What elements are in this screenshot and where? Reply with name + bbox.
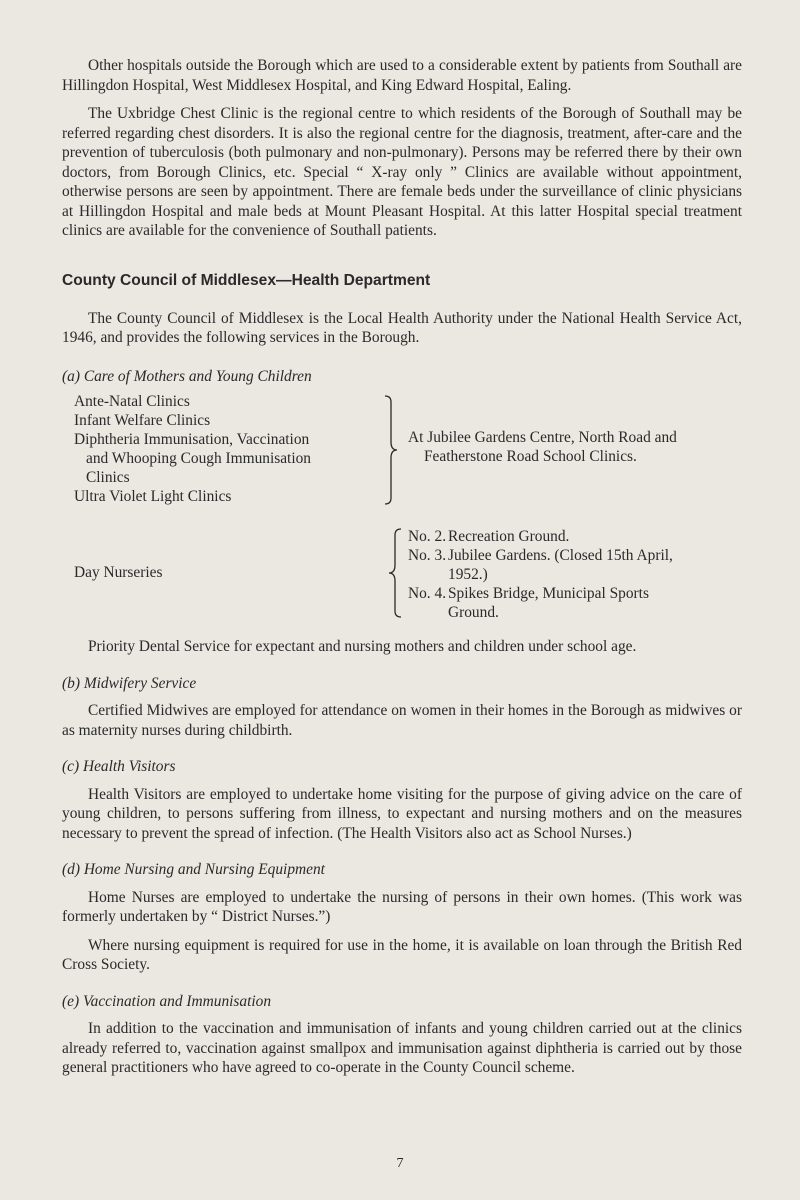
subhead-b — [62, 674, 742, 694]
section-intro: The County Council of Middlesex is the Local Health Authority under the National Health Service Act, 1946, and provides the following services in the Borough. — [62, 309, 742, 346]
left-brace-icon — [384, 527, 404, 619]
subhead-c-letter: (c) — [62, 758, 80, 775]
page-number: 7 — [396, 1156, 404, 1171]
nursery-item — [408, 584, 746, 622]
paragraph-midwifery: Certified Midwives are employed for attendance on women in their homes in the Borough as midwives or as maternity nurses during childbirth. — [62, 702, 742, 739]
subhead-d-title: Home Nursing and Nursing Equipment — [83, 861, 325, 878]
nursery-number: No. 3. — [408, 547, 447, 564]
list-item: Clinics — [86, 469, 130, 486]
right-brace-icon — [382, 394, 402, 506]
subhead-a-letter: (a) — [62, 367, 80, 385]
nursery-line: Recreation Ground. — [448, 528, 570, 545]
day-nurseries-list — [408, 527, 746, 622]
subhead-c-title: Health Visitors — [82, 758, 176, 775]
nursery-location — [448, 546, 746, 584]
list-item: Infant Welfare Clinics — [74, 412, 211, 429]
clinics-location — [408, 428, 748, 466]
location-line: Featherstone Road School Clinics. — [424, 448, 637, 465]
list-item: Ultra Violet Light Clinics — [74, 488, 232, 505]
list-item: Ante-Natal Clinics — [74, 393, 190, 410]
subhead-c — [62, 757, 742, 777]
nursery-line: Spikes Bridge, Municipal Sports — [448, 585, 649, 602]
paragraph-other-hospitals: Other hospitals outside the Borough which are used to a considerable extent by patients from Southall are Hillingdon Hospital, West Middlesex Hospital, and King Edward Hospital, Ealing. — [62, 57, 742, 94]
section-heading: County Council of Middlesex—Health Department — [62, 271, 431, 289]
paragraph-dental: Priority Dental Service for expectant and nursing mothers and children under school age. — [88, 638, 637, 655]
paragraph-home-nursing: Home Nurses are employed to undertake the nursing of persons in their own homes. (This work was formerly undertaken by “ District Nurses.”) — [62, 888, 742, 925]
nursery-location — [448, 584, 746, 622]
nursery-number: No. 2. — [408, 528, 447, 545]
paragraph-nursing-equipment: Where nursing equipment is required for use in the home, it is available on loan through the British Red Cross Society. — [62, 936, 742, 973]
subhead-b-letter: (b) — [62, 674, 80, 692]
nursery-number: No. 4. — [408, 585, 447, 602]
subhead-a-title: Care of Mothers and Young Children — [83, 367, 312, 385]
nursery-item — [408, 546, 746, 584]
paragraph-vaccination: In addition to the vaccination and immunisation of infants and young children carried out at the clinics already referred to, vaccination against smallpox and immunisation against diphtheria is carried out by those general practitioners who have agreed to co-operate in the County Council scheme. — [62, 1020, 742, 1076]
paragraph-chest-clinic: The Uxbridge Chest Clinic is the regional centre to which residents of the Borough of Southall may be referred regarding chest disorders. It is also the regional centre for the diagnosis, treatment, after-care and the prevention of tuberculosis (both pulmonary and non-pulmonary). Persons may be referred there by their own doctors, from Borough Clinics, etc. Special “ X-ray only ” Clinics are available without appointment, otherwise persons are seen by appointment. There are female beds under the surveillance of clinic physicians at Hillingdon Hospital and male beds at Mount Pleasant Hospital. At this latter Hospital special treatment clinics are available for the convenience of Southall patients. — [62, 105, 742, 239]
subhead-e-title: Vaccination and Immunisation — [82, 992, 272, 1010]
nursery-item — [408, 527, 746, 546]
subhead-d-letter: (d) — [62, 861, 80, 878]
location-line: At Jubilee Gardens Centre, North Road and — [408, 429, 677, 446]
subhead-a — [62, 367, 742, 387]
paragraph-health-visitors: Health Visitors are employed to undertake home visiting for the purpose of giving advice on the care of young children, to persons suffering from illness, to expectant and nursing mothers and on the measures necessary to prevent the spread of infection. (The Health Visitors also act as School Nurses.) — [62, 785, 742, 842]
list-item: and Whooping Cough Immunisation — [86, 450, 312, 467]
subhead-e-letter: (e) — [62, 992, 80, 1010]
list-item: Diphtheria Immunisation, Vaccination — [74, 431, 310, 448]
clinics-group — [62, 392, 742, 505]
day-nurseries-group — [62, 527, 742, 619]
nursery-line: Ground. — [448, 604, 499, 621]
nursery-line: Jubilee Gardens. (Closed 15th April, — [448, 547, 673, 564]
subhead-d — [62, 860, 742, 880]
subhead-e — [62, 992, 742, 1012]
subhead-b-title: Midwifery Service — [83, 674, 197, 692]
day-nurseries-label: Day Nurseries — [74, 564, 163, 581]
nursery-line: 1952.) — [448, 566, 488, 583]
nursery-location — [448, 527, 746, 546]
clinics-list — [74, 392, 384, 506]
